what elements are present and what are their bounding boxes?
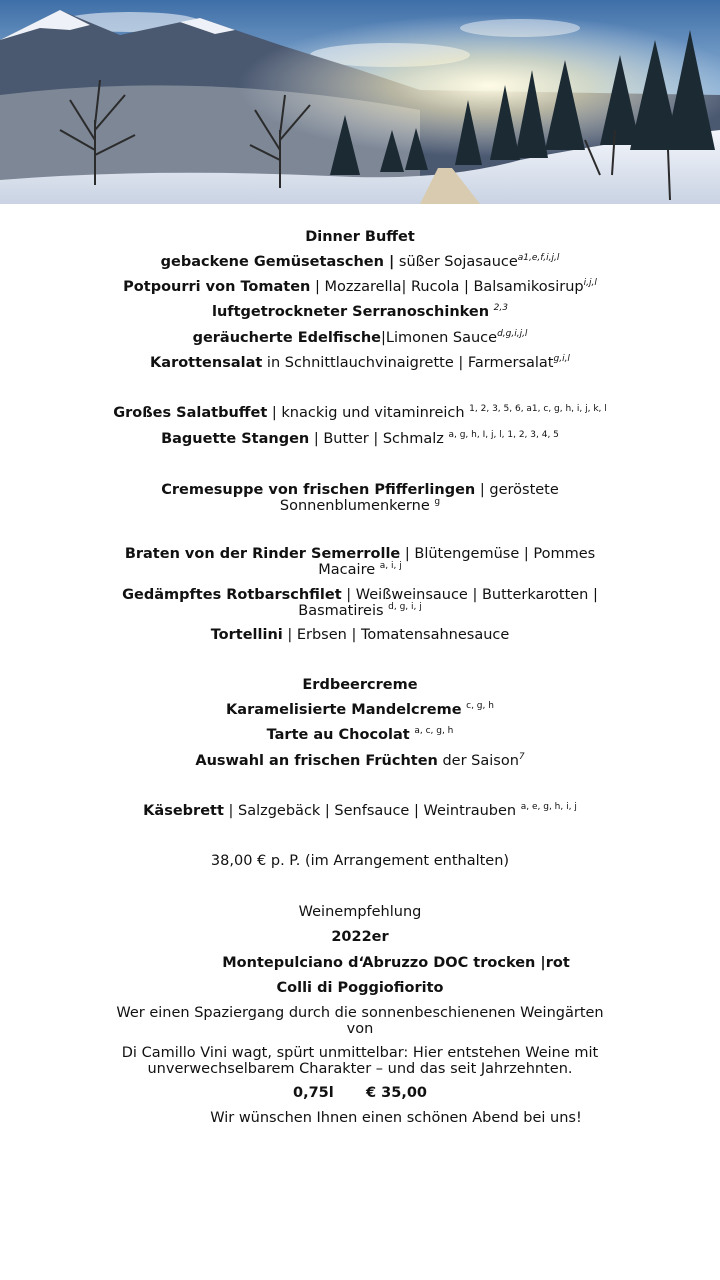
menu-title: Dinner Buffet bbox=[305, 229, 415, 245]
wine-description: Wer einen Spaziergang durch die sonnenbeschienenen Weingärten von bbox=[116, 1005, 604, 1037]
closing-text: Wir wünschen Ihnen einen schönen Abend bei uns! bbox=[210, 1110, 582, 1126]
menu-item: Gedämpftes Rotbarschfilet | Weißweinsauce | Butterkarotten | Basmatireis $^{d, g, i, j}$ bbox=[122, 587, 598, 619]
menu-item: luftgetrockneter Serranoschinken $^{2,3}$ bbox=[212, 303, 508, 320]
wine-estate: Colli di Poggiofiorito bbox=[276, 980, 444, 996]
wine-description: Di Camillo Vini wagt, spürt unmittelbar: Hier entstehen Weine mit unverwechselbarem Charakter – und das seit Jahrzehnten. bbox=[121, 1045, 599, 1077]
menu-item: Erdbeercreme bbox=[302, 677, 418, 693]
menu-item: geräucherte Edelfische|Limonen Sauce$^{d,g,i,j,l}$ bbox=[192, 329, 528, 346]
menu-item: Braten von der Rinder Semerrolle | Blütengemüse | Pommes Macaire $^{a, i, j}$ bbox=[124, 546, 596, 578]
menu-item: Großes Salatbuffet | knackig und vitaminreich $^{1, 2, 3, 5, 6, a1, c, g, h, i, j, k, l}$ bbox=[113, 404, 607, 421]
menu-item: Auswahl an frischen Früchten der Saison$^7$ bbox=[195, 752, 525, 769]
winter-landscape-photo bbox=[0, 0, 720, 204]
menu-item: Baguette Stangen | Butter | Schmalz $^{a, g, h, I, j, l, 1, 2, 3, 4, 5}$ bbox=[161, 430, 559, 447]
menu-item-cheese: Käsebrett | Salzgebäck | Senfsauce | Weintrauben $^{a, e, g, h, i, j}$ bbox=[143, 802, 577, 819]
wine-heading: Weinempfehlung bbox=[298, 904, 422, 920]
menu-item: Karottensalat in Schnittlauchvinaigrette | Farmersalat$^{g,i,l}$ bbox=[150, 354, 570, 371]
menu-item: Karamelisierte Mandelcreme $^{c, g, h}$ bbox=[226, 701, 494, 718]
menu-item: Tortellini | Erbsen | Tomatensahnesauce bbox=[210, 627, 510, 643]
menu-item: Tarte au Chocolat $^{a, c, g, h}$ bbox=[266, 726, 454, 743]
wine-name: Montepulciano d‘Abruzzo DOC trocken |rot bbox=[222, 955, 570, 971]
menu-item: Potpourri von Tomaten | Mozzarella| Rucola | Balsamikosirup$^{i,j,l}$ bbox=[123, 278, 597, 295]
menu-item-soup: Cremesuppe von frischen Pfifferlingen | geröstete Sonnenblumenkerne $^g$ bbox=[161, 482, 559, 514]
wine-vintage: 2022er bbox=[331, 929, 389, 945]
wine-price: 0,75l € 35,00 bbox=[292, 1085, 428, 1101]
menu-price: 38,00 € p. P. (im Arrangement enthalten) bbox=[210, 853, 510, 869]
menu-item: gebackene Gemüsetaschen | süßer Sojasauce$^{a1,e,f,i,j,l}$ bbox=[160, 253, 560, 270]
